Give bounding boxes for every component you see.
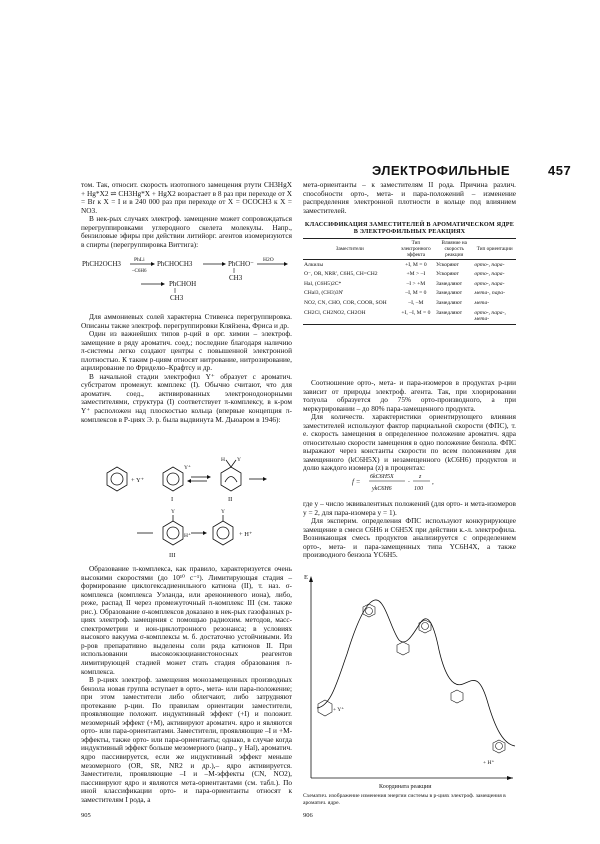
right-column-mid-text — [303, 379, 516, 473]
scheme-reactant: PhCH2OCH3 — [82, 260, 121, 268]
energy-axis-label: E — [304, 574, 308, 581]
paragraph: Для аммониевых солей характерна Стивенса перегруппировка. Описаны также электроф. перегруппировки Кляйзена, Фриса и др. — [81, 312, 292, 330]
formula-comma: , — [432, 478, 434, 486]
right-column-lower-text — [303, 500, 516, 560]
label-ii: II — [228, 496, 233, 503]
valley-ring-icon — [397, 642, 409, 655]
page-number: 457 — [548, 163, 572, 178]
plus-proton: + H⁺ — [239, 531, 253, 538]
pi-iii-y: Y — [171, 509, 175, 515]
table-cell: мета-, пара- — [474, 290, 505, 297]
paragraph: В р-циях электроф. замещения монозамещенных производных бензола новая группа вступает в орто-, мета- или пара-положение; при этом заместители либо облегчают, либо затрудняют протекание р-ции. По правилам ориентации заместители, проявляющие положит. индуктивный эффект (+I) и положит. мезомерный эффект (+M), активируют ароматич. ядро и являются орто- или пара-ориентантами. Заместители, проявляющие –I и +M-эффекты, также орто- или пара-ориентанты; однако, в случае когда индуктивный эффект больше мезомерного (напр., у Hal), ароматич. ядро пассивируется, если же индуктивный эффект меньше мезомерного (OR, SR, NR2 и др.),– ядро активируется. Заместители, проявляющие –I и –M-эффекты (CN, NO2), пассивируют ядро и являются мета-ориентантами (см. табл.). По иной классификации орто- и пара-ориентанты относят к заместителям I рода, а — [81, 675, 292, 804]
plus-electrophile-label: + Y⁺ — [333, 707, 345, 713]
table-cell: Hal, (C6H5)2C* — [304, 280, 342, 287]
paragraph: где y – число эквивалентных положений (для орто- и мета-изомеров y = 2, для пара-изомера y = 1). — [303, 499, 516, 517]
table-row — [303, 298, 516, 308]
table-row — [303, 270, 516, 280]
table-row — [303, 279, 516, 289]
scheme-methyl: CH3 — [229, 274, 243, 282]
label-iii: III — [169, 552, 176, 559]
paragraph: Соотношение орто-, мета- и пара-изомеров в продуктах р-ции зависит от природы электроф. агента. Так, при хлорировании толуола образуется до 75% орто-производного, а при меркурировании – до 80% пара-замещенного продукта. — [303, 378, 516, 413]
table-row — [303, 308, 516, 325]
table-cell: мета- — [474, 299, 490, 306]
scheme-product: PhCHOH — [169, 280, 197, 288]
scheme-reagent1: PhLi — [134, 257, 145, 263]
running-title: ЭЛЕКТРОФИЛЬНЫЕ — [372, 163, 511, 178]
pi-complex-y-plus: Y⁺ — [184, 465, 191, 471]
product-ring-icon — [493, 740, 505, 753]
substituent-table — [303, 238, 516, 325]
paragraph: Для эксперим. определения ФПС используют конкурирующее замещение в смеси C6H6 и C6H5X при действии к.-л. электрофила. Возникающая смесь продуктов анализируется с определением орто-, мета- и пара-замещенных типа YC6H4X, а также производного бензола YC6H5. — [303, 516, 516, 560]
formula-dot: · — [408, 478, 410, 486]
paragraph: Один из важнейших типов р-ций в орг. химии – электроф. замещение в ряду ароматич. соед.; последние благодаря наличию π-системы легко создают центры с повышенной электронной плотностью. К таким р-циям относят нитрование, нитрозирование, ацилирование по Фриделю–Крафтсу и др. — [81, 329, 292, 373]
pi-complex-iii-ring — [163, 521, 183, 545]
formula-f: f = — [352, 478, 361, 486]
table-cell: +I, M = 0 — [405, 261, 427, 268]
sigma-h: H — [221, 457, 225, 463]
scheme-product-methyl: CH3 — [170, 294, 184, 302]
start-ring-icon — [318, 700, 332, 716]
table-cell: орто-, пара- — [474, 271, 505, 278]
energy-curve — [317, 600, 515, 746]
left-column-mid-text — [81, 313, 292, 424]
formula-100: 100 — [414, 486, 423, 492]
energy-profile-figure — [303, 570, 517, 792]
paragraph: В начальной стадии электрофил Y⁺ образует с ароматич. субстратом промежут. комплекс (I). Обычно считают, что для ароматич. соед., активированных электронодонорными заместителями, структура (I) соответствует π-комплексу, в к-ром Y⁺ расположен над плоскостью кольца (впервые концепция π-комплексов в Р-циях Э. р. была выдвинута М. Дьюаром в 1946): — [81, 371, 292, 424]
paragraph: Образование π-комплекса, как правило, характеризуется очень высокими скоростями (до 10¹⁰ с⁻¹). Лимитирующая стадия – формирование циклогексадиенильного катиона (II), т. наз. σ-комплекса (комплекса Уэланда, или аренониевого иона), либо, реже, распад II через промежуточный π-комплекс III (см. также рис.). Образование σ-комплексов доказано в нек-рых газофазных р-циях электроф. замещения с помощью радиохим. методов, масс-спектрометрии и ион-циклотронного резонанса; в условиях высокого вакуума σ-комплексы м. б. достаточно устойчивыми. Из р-ров препаративно выделены соли ряда катионов II. При использовании высокоэкзоцианистоносных реагентов лимитирующей стадией может стать стадия образования π-комплекса. — [81, 564, 292, 676]
table-header: Тип ориентации — [473, 239, 516, 260]
benzene-ring — [107, 467, 127, 491]
table-header: Влияние на скорость реакции — [435, 239, 473, 260]
table-cell: CH2Cl, CH2NO2, CH2OH — [303, 308, 397, 325]
table-header: Тип электронного эффекта — [397, 239, 435, 260]
right-column-top-text — [303, 181, 516, 215]
table-row — [303, 289, 516, 299]
table-cell: Ускоряют — [436, 261, 459, 268]
table-cell: –I, M = 0 — [405, 290, 427, 297]
table-cell: Замедляют — [436, 299, 463, 306]
table-cell: Ускоряют — [436, 271, 459, 278]
scheme-arrow1-sub: –C6H6 — [132, 269, 147, 274]
table-cell: +I, –I, M = 0 — [397, 308, 435, 325]
table-cell: +M > –I — [406, 271, 426, 278]
table-cell: O⁻, OR, NRR′, C6H5, CH=CH2 — [304, 271, 378, 278]
paragraph: Для количеств. характеристики ориентирующего влияния заместителей используют фактор парциальной скорости (ФПС), т. е. скорость замещения в определенное положение ароматич. ядра относительно скорости замещения в одно положение бензола. ФПС выражают через константы скорости по всем положениям для замещенного (kC6H5X) и незамещенного (kC6H6) продуктов и долю каждого изомера (z) в процентах: — [303, 412, 516, 473]
pi-iii-h-plus: H⁺ — [184, 533, 191, 539]
label-i: I — [171, 496, 174, 503]
sigma-y: Y — [237, 457, 241, 463]
product-ring — [213, 521, 233, 545]
table-cell: Замедляют — [436, 280, 463, 287]
paragraph: В нек-рых случаях электроф. замещение может сопровождаться перегруппировками углеродного скелета молекулы. Напр., бензиловые эфиры при действии литийорг. агентов изомеризуются в спирты (перегруппировка Виттига): — [81, 214, 292, 249]
sigma-ring-icon — [451, 690, 463, 703]
table-header-row — [303, 239, 516, 260]
table-cell: орто-, пара- — [474, 261, 505, 268]
wittig-scheme — [81, 254, 293, 306]
plus-electrophile: + Y⁺ — [131, 477, 145, 484]
paragraph: мета-ориентанты – к заместителям II рода. Причина различ. способности орто-, мета- и пара-положений – изменение распределения электронной плотности в кольце под влиянием заместителей. — [303, 180, 516, 215]
table-cell: орто-, пара-, мета- — [473, 308, 516, 325]
substituent-table-block — [303, 221, 516, 325]
plus-proton-label: + H⁺ — [483, 760, 495, 766]
left-column-top-text — [81, 181, 292, 249]
sigma-pi-complex-scheme — [81, 457, 293, 563]
product-y: Y — [221, 509, 225, 515]
table-header: Заместители — [303, 239, 397, 260]
paragraph: том. Так, относит. скорость изотопного замещения ртути CH3HgX + Hg*X2 ⇌ CH3Hg*X + HgX2 возрастает в 8 раз при переходе от X = Br к X = I и в 240 000 раз при переходе от X = OCOCH3 к X = NO3. — [81, 180, 292, 215]
scheme-reagent2: H2O — [263, 257, 274, 263]
table-cell: Алкилы — [304, 261, 324, 268]
footer-page-left: 905 — [81, 812, 91, 819]
formula-z: z — [419, 474, 422, 480]
table-cell: –I, –M — [408, 299, 424, 306]
formula-numerator: 6kC6H5X — [370, 474, 394, 480]
footer-page-right: 906 — [303, 812, 313, 819]
formula-denominator: ykC6H6 — [372, 486, 392, 492]
peak2-ring-icon — [419, 620, 431, 633]
table-cell: орто-, пара- — [474, 280, 505, 287]
sigma-complex-ring — [221, 467, 241, 491]
table-cell: –I > +M — [406, 280, 426, 287]
scheme-intermediate1: PhCHOCH3 — [157, 260, 193, 268]
peak1-ring-icon — [363, 604, 375, 617]
figure-caption: Схематич. изображение изменения энергии системы в р-циях электроф. замещения в ароматич. ядре. — [303, 793, 506, 806]
table-cell: CHal3, (CH3)3N̊ — [304, 290, 343, 297]
table-title: КЛАССИФИКАЦИЯ ЗАМЕСТИТЕЛЕЙ В АРОМАТИЧЕСКОМ ЯДРЕ В ЭЛЕКТРОФИЛЬНЫХ РЕАКЦИЯХ — [304, 221, 515, 235]
table-cell: NO2, CN, CHO, COR, COOR, SOH — [304, 299, 387, 306]
left-column-bottom-text — [81, 565, 292, 804]
pi-complex-ring — [163, 467, 183, 491]
reaction-coordinate-label: Координата реакции — [379, 784, 432, 790]
partial-rate-formula — [350, 468, 470, 496]
table-cell: Замедляют — [436, 290, 463, 297]
scheme-intermediate2: PhCHO⁻ — [228, 260, 254, 268]
table-row — [303, 260, 516, 270]
table-cell: Замедляют — [435, 308, 473, 325]
